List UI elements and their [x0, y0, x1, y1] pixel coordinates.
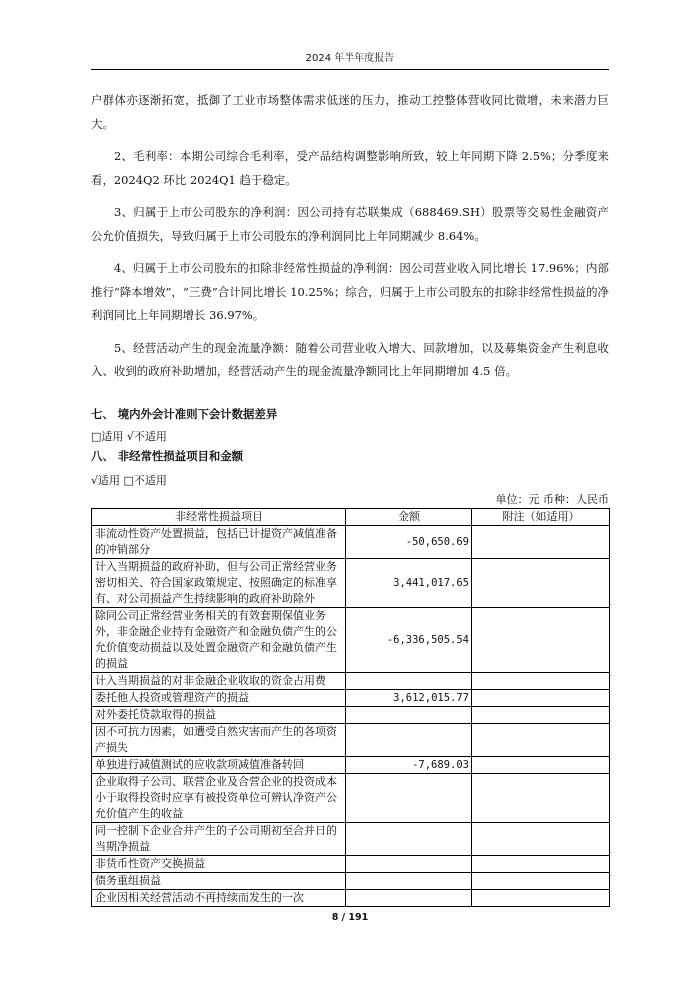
row-amount [346, 822, 472, 855]
row-item: 对外委托贷款取得的损益 [92, 706, 346, 723]
row-item: 企业因相关经营活动不再持续而发生的一次 [92, 889, 346, 906]
table-row [92, 872, 610, 889]
paragraph-deducted-net-profit: 4、归属于上市公司股东的扣除非经常性损益的净利润：因公司营业收入同比增长 17.96%；内部推行“降本增效”，“三费”合计同比增长 10.25%；综合，归属于上市公司股东的扣除非经常性损益的净利润同比上年同期增长 36.97%。 [91, 261, 609, 322]
row-amount: -50,650.69 [346, 525, 472, 558]
table-row [92, 773, 610, 822]
row-amount [346, 855, 472, 872]
row-amount [346, 872, 472, 889]
table-row [92, 756, 610, 773]
row-item: 单独进行减值测试的应收款项减值准备转回 [92, 756, 346, 773]
table-row [92, 889, 610, 906]
row-note [472, 525, 610, 558]
table-row [92, 558, 610, 607]
paragraph-operating-cash-flow: 5、经营活动产生的现金流量净额：随着公司营业收入增大、回款增加，以及募集资金产生利息收入、收到的政府补助增加，经营活动产生的现金流量净额同比上年同期增加 4.5 倍。 [91, 340, 609, 378]
row-note [472, 672, 610, 689]
paragraph-gross-margin: 2、毛利率：本期公司综合毛利率，受产品结构调整影响所致，较上年同期下降 2.5%；分季度来看，2024Q2 环比 2024Q1 趋于稳定。 [91, 149, 609, 187]
table-row [92, 822, 610, 855]
row-amount [346, 672, 472, 689]
row-note [472, 706, 610, 723]
table-row [92, 706, 610, 723]
table-row [92, 855, 610, 872]
paragraph-continuation: 户群体亦逐渐拓宽，抵御了工业市场整体需求低迷的压力，推动工控整体营收同比微增，未来潜力巨大。 [91, 93, 609, 131]
currency-unit: 单位：元 币种：人民币 [495, 492, 609, 506]
row-note [472, 558, 610, 607]
row-note [472, 689, 610, 706]
paragraph-net-profit: 3、归属于上市公司股东的净利润：因公司持有芯联集成（688469.SH）股票等交易性金融资产公允价值损失，导致归属于上市公司股东的净利润同比上年同期减少 8.64%。 [91, 205, 609, 243]
section8-title: 八、 非经常性损益项目和金额 [91, 448, 244, 463]
row-item: 委托他人投资或管理资产的损益 [92, 689, 346, 706]
non-recurring-items-table [91, 508, 610, 907]
table-header-row [92, 508, 610, 525]
section7-applicability: □适用 √不适用 [91, 429, 167, 443]
section8-applicability: √适用 □不适用 [91, 473, 167, 487]
row-item: 债务重组损益 [92, 872, 346, 889]
row-note [472, 773, 610, 822]
column-header-item: 非经常性损益项目 [92, 508, 346, 525]
column-header-note: 附注（如适用） [472, 508, 610, 525]
row-amount [346, 889, 472, 906]
row-amount: -6,336,505.54 [346, 607, 472, 672]
row-note [472, 756, 610, 773]
row-note [472, 822, 610, 855]
row-item: 计入当期损益的政府补助，但与公司正常经营业务密切相关、符合国家政策规定、按照确定的标准享有、对公司损益产生持续影响的政府补助除外 [92, 558, 346, 607]
row-note [472, 872, 610, 889]
row-note [472, 723, 610, 756]
row-note [472, 607, 610, 672]
row-amount: -7,689.03 [346, 756, 472, 773]
table-row [92, 525, 610, 558]
page-content [91, 89, 609, 907]
row-note [472, 889, 610, 906]
row-amount [346, 723, 472, 756]
row-note [472, 855, 610, 872]
row-amount [346, 773, 472, 822]
report-header: 2024 年半年度报告 [305, 53, 395, 64]
table-row [92, 607, 610, 672]
row-amount [346, 706, 472, 723]
row-item: 非流动性资产处置损益，包括已计提资产减值准备的冲销部分 [92, 525, 346, 558]
row-item: 计入当期损益的对非金融企业收取的资金占用费 [92, 672, 346, 689]
row-amount: 3,612,015.77 [346, 689, 472, 706]
row-item: 因不可抗力因素，如遭受自然灾害而产生的各项资产损失 [92, 723, 346, 756]
row-item: 除同公司正常经营业务相关的有效套期保值业务外，非金融企业持有金融资产和金融负债产生的公允价值变动损益以及处置金融资产和金融负债产生的损益 [92, 607, 346, 672]
table-row [92, 689, 610, 706]
row-amount: 3,441,017.65 [346, 558, 472, 607]
table-row [92, 723, 610, 756]
row-item: 企业取得子公司、联营企业及合营企业的投资成本小于取得投资时应享有被投资单位可辨认净资产公允价值产生的收益 [92, 773, 346, 822]
header-divider [91, 69, 609, 70]
page-number: 8 / 191 [331, 912, 369, 923]
section7-title: 七、 境内外会计准则下会计数据差异 [91, 406, 278, 421]
row-item: 同一控制下企业合并产生的子公司期初至合并日的当期净损益 [92, 822, 346, 855]
column-header-amount: 金额 [346, 508, 472, 525]
row-item: 非货币性资产交换损益 [92, 855, 346, 872]
table-row [92, 672, 610, 689]
